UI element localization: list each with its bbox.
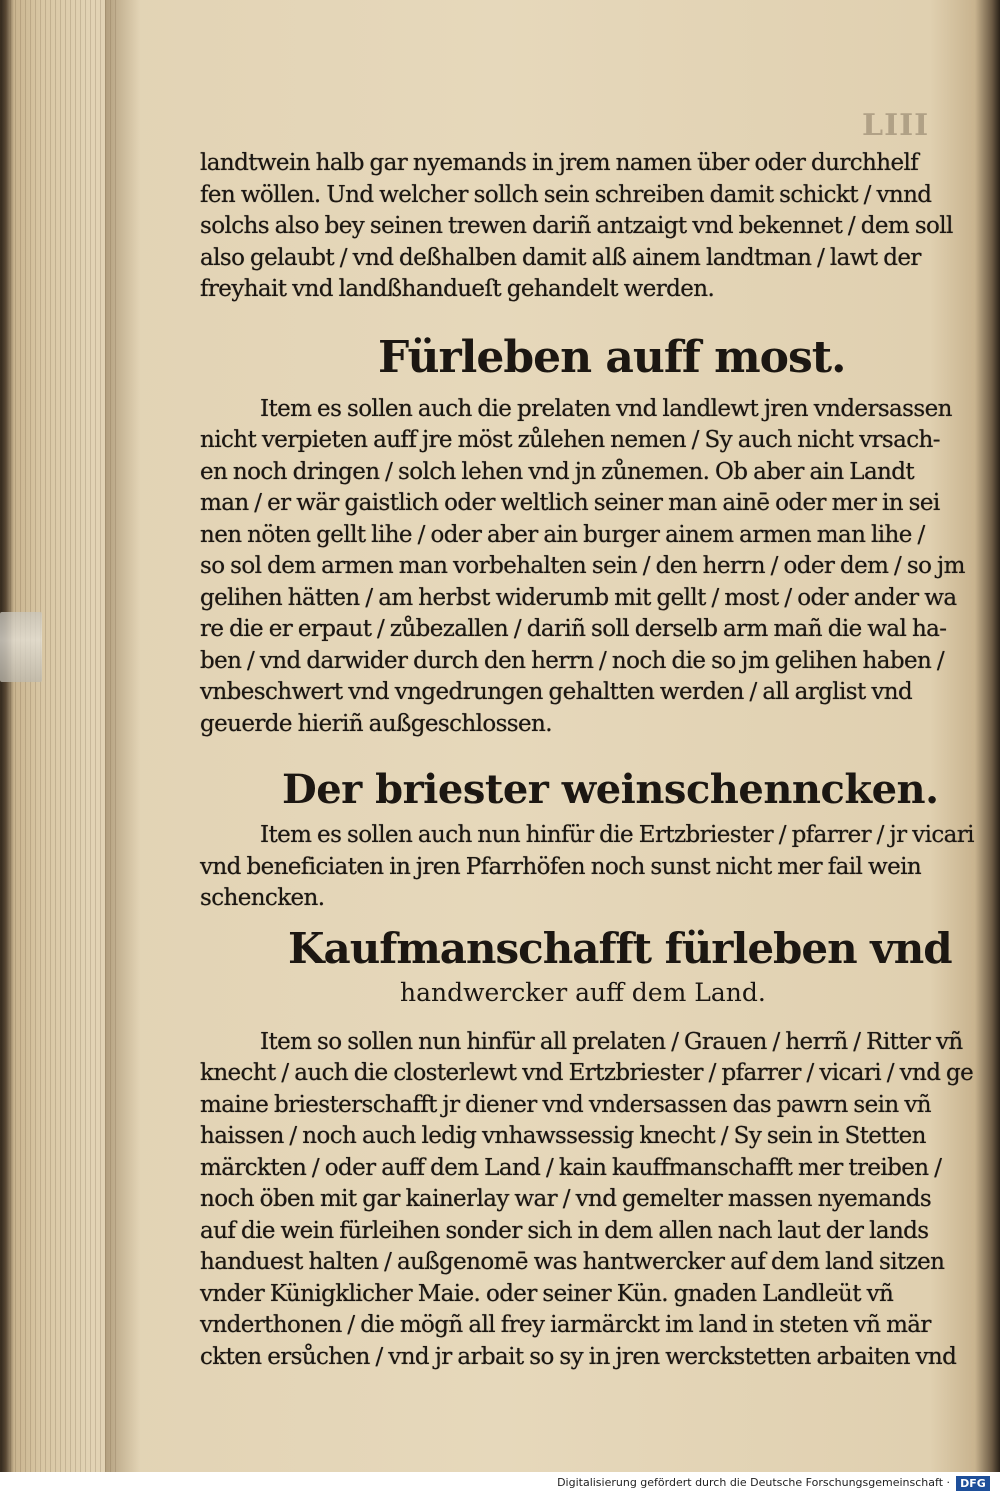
text-line: landtwein halb gar nyemands in jrem namen über oder durchhelf — [200, 150, 919, 176]
text-line: knecht / auch die closterlewt vnd Ertzbriester / pfarrer / vicari / vnd ge — [200, 1060, 974, 1086]
footer-bar — [0, 1472, 1000, 1496]
text-line: nicht verpieten auff jre möst zůlehen nemen / Sy auch nicht vrsach- — [200, 427, 940, 453]
text-line: schencken. — [200, 885, 325, 911]
text-line: en noch dringen / solch lehen vnd jn zůnemen. Ob aber ain Landt — [200, 458, 915, 485]
text-block — [200, 148, 974, 1373]
page-edges — [0, 0, 120, 1472]
text-line: so sol dem armen man vorbehalten sein / den herrn / oder dem / so jm — [200, 553, 965, 579]
section-heading: Fürleben auff most. — [378, 331, 846, 383]
text-line: geuerde hieriñ außgeschlossen. — [200, 710, 552, 737]
funding-notice: Digitalisierung gefördert durch die Deutsche Forschungsgemeinschaft · — [557, 1476, 950, 1489]
text-line: vnder Künigklicher Maie. oder seiner Kün. gnaden Landleüt vñ — [200, 1280, 894, 1307]
text-line: handuest halten / außgenomē was hantwercker auf dem land sitzen — [200, 1249, 945, 1275]
paragraph-2 — [200, 394, 965, 741]
text-line: nen nöten gellt lihe / oder aber ain burger ainem armen man lihe / — [200, 521, 925, 548]
gutter-shadow — [105, 0, 140, 1472]
folio-number: LIII — [862, 108, 930, 143]
text-line: Item es sollen auch die prelaten vnd landlewt jren vndersassen — [260, 395, 952, 422]
section-subheading: handwercker auff dem Land. — [400, 977, 766, 1007]
paragraph-4 — [200, 1027, 974, 1374]
text-line: also gelaubt / vnd deßhalben damit alß ainem landtman / lawt der — [200, 244, 921, 271]
text-line: ben / vnd darwider durch den herrn / noch die so jm gelihen haben / — [200, 647, 945, 674]
text-line: freyhait vnd landßhandueſt gehandelt werden. — [200, 276, 715, 302]
text-line: gelihen hätten / am herbst widerumb mit gellt / most / oder ander wa — [200, 584, 957, 611]
text-line: fen wöllen. Und welcher sollch sein schreiben damit schickt / vnnd — [200, 181, 932, 208]
dfg-logo: DFG — [956, 1476, 990, 1491]
text-line: maine briesterschafft jr diener vnd vndersassen das pawrn sein vñ — [200, 1091, 931, 1118]
text-line: vnbeschwert vnd vngedrungen gehaltten werden / all arglist vnd — [200, 679, 913, 705]
text-line: haissen / noch auch ledig vnhawssessig knecht / Sy sein in Stetten — [200, 1123, 926, 1149]
repair-tape — [0, 612, 42, 682]
text-line: Item es sollen auch nun hinfür die Ertzbriester / pfarrer / jr vicari — [260, 822, 974, 848]
section-heading: Der briester weinschenncken. — [282, 766, 939, 813]
text-line: vnd beneficiaten in jren Pfarrhöfen noch sunst nicht mer fail wein — [200, 853, 922, 880]
text-line: vnderthonen / die mögñ all frey iarmärckt im land in steten vñ mär — [200, 1312, 931, 1338]
text-line: noch öben mit gar kainerlay war / vnd gemelter massen nyemands — [200, 1186, 932, 1212]
text-line: re die er erpaut / zůbezallen / dariñ soll derselb arm mañ die wal ha- — [200, 616, 947, 642]
text-line: auf die wein fürleihen sonder sich in dem allen nach laut der lands — [200, 1217, 929, 1244]
paragraph-1 — [200, 148, 953, 306]
text-line: märckten / oder auff dem Land / kain kauffmanschafft mer treiben / — [200, 1154, 942, 1181]
text-line: solchs also bey seinen trewen dariñ antzaigt vnd bekennet / dem soll — [200, 213, 953, 239]
text-line: ckten ersůchen / vnd jr arbait so sy in jren werckstetten arbaiten vnd — [200, 1343, 957, 1370]
text-line: man / er wär gaistlich oder weltlich seiner man ainē oder mer in sei — [200, 490, 940, 516]
paragraph-3 — [200, 820, 974, 915]
text-line: Item so sollen nun hinfür all prelaten / Grauen / herrñ / Ritter vñ — [260, 1028, 963, 1055]
section-heading: Kaufmanschafft fürleben vnd — [288, 923, 952, 973]
